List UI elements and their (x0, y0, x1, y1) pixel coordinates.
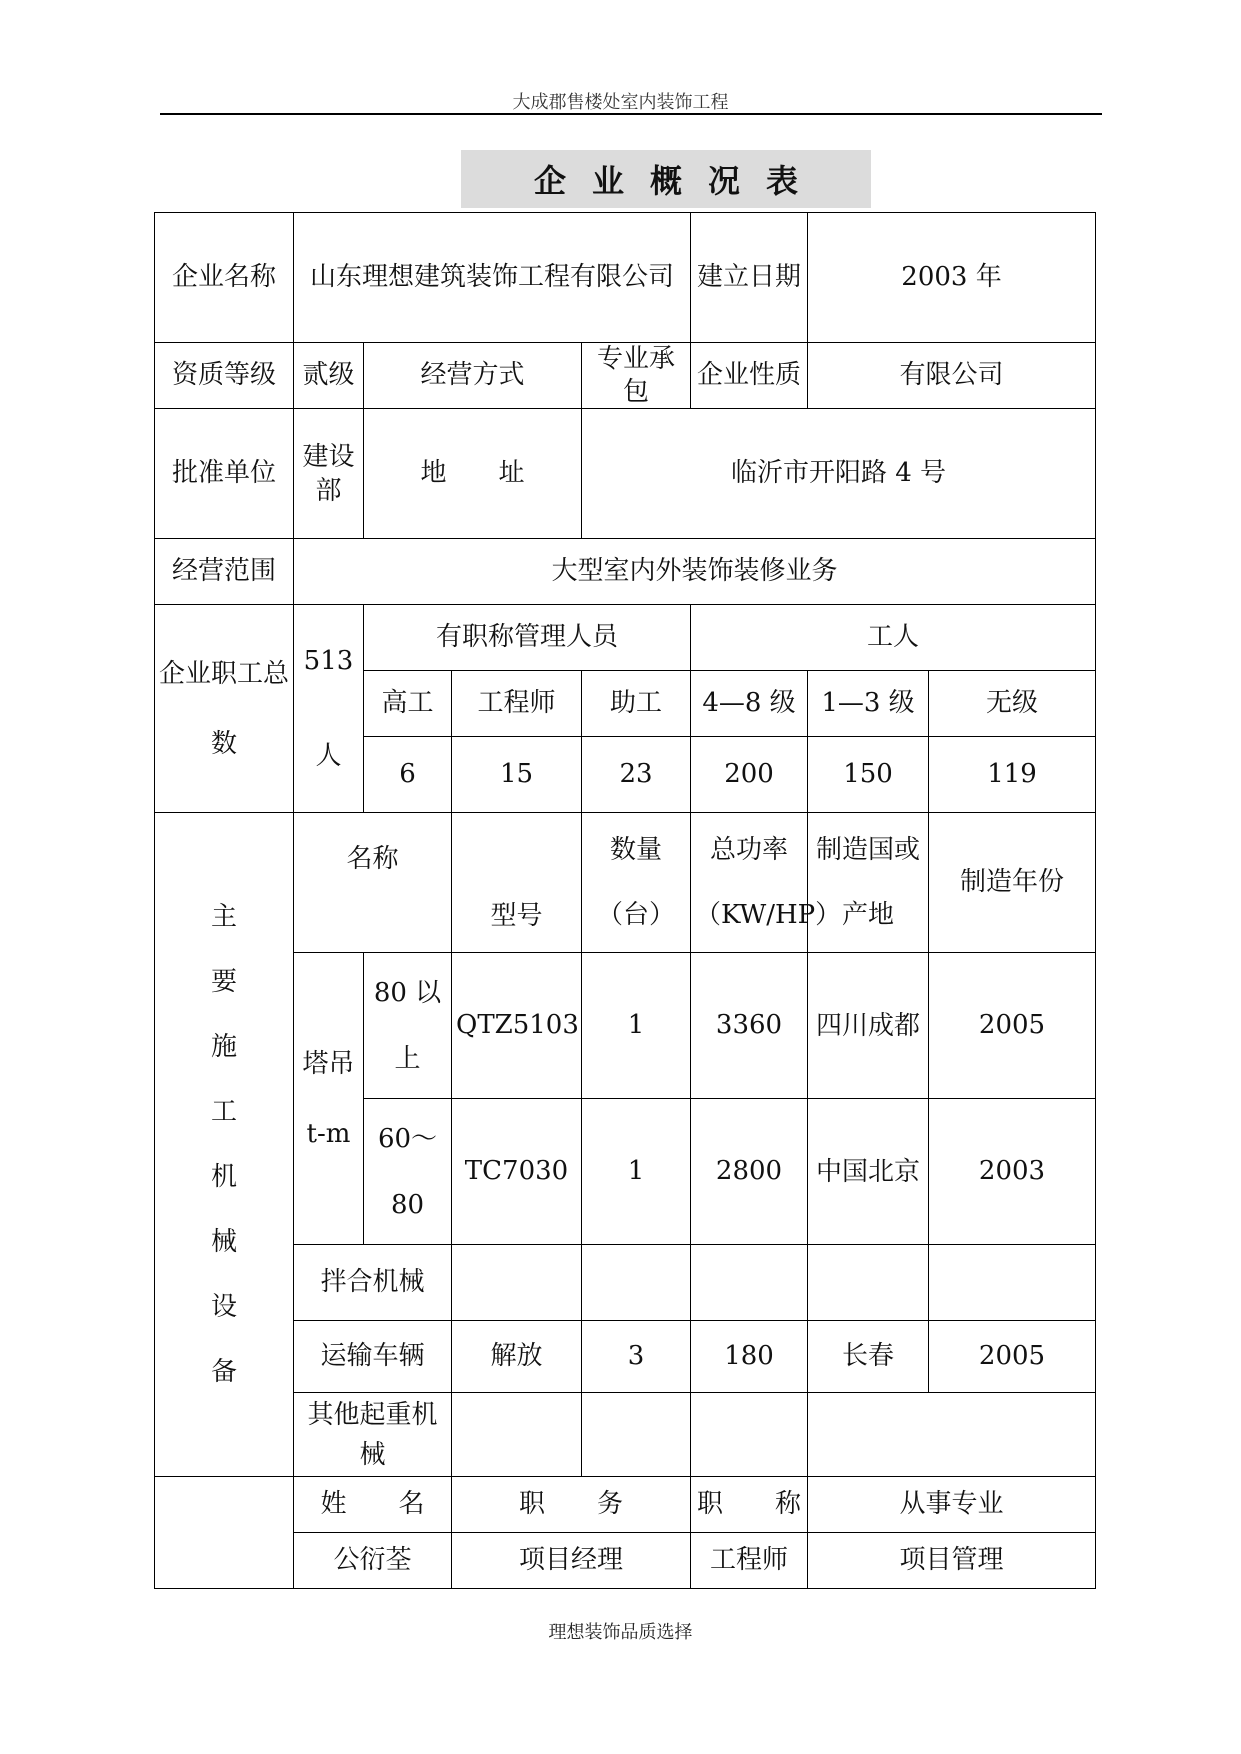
personnel-header-title: 职 称 (691, 1477, 808, 1533)
staff-count-ungraded: 119 (929, 737, 1096, 813)
crane-year-1: 2005 (929, 953, 1096, 1099)
page-header: 大成郡售楼处室内装饰工程 (512, 92, 729, 113)
crane-origin-2: 中国北京 (808, 1099, 929, 1245)
other-lifting-qty (582, 1393, 691, 1477)
qualification-label: 资质等级 (155, 343, 294, 409)
personnel-major: 项目管理 (808, 1533, 1096, 1589)
other-lifting-label: 其他起重机械 (294, 1393, 452, 1477)
staff-count-grade-1-3: 150 (808, 737, 929, 813)
enterprise-nature-label: 企业性质 (691, 343, 808, 409)
crane-power-2: 2800 (691, 1099, 808, 1245)
personnel-section-label (155, 1477, 294, 1589)
equipment-section-label: 主要施工机械设备 (155, 813, 294, 1477)
founding-date-value: 2003 年 (808, 213, 1096, 343)
crane-origin-1: 四川成都 (808, 953, 929, 1099)
staff-total-value: 513 人 (294, 605, 364, 813)
staff-header-ungraded: 无级 (929, 671, 1096, 737)
staff-total-label: 企业职工总数 (155, 605, 294, 813)
staff-header-assistant: 助工 (582, 671, 691, 737)
truck-origin: 长春 (808, 1321, 929, 1393)
approval-unit-label: 批准单位 (155, 409, 294, 539)
founding-date-label: 建立日期 (691, 213, 808, 343)
mixer-year (929, 1245, 1096, 1321)
approval-unit-value: 建设部 (294, 409, 364, 539)
business-scope-value: 大型室内外装饰装修业务 (294, 539, 1096, 605)
truck-year: 2005 (929, 1321, 1096, 1393)
mixer-model (452, 1245, 582, 1321)
mixer-power (691, 1245, 808, 1321)
address-label: 地 址 (364, 409, 582, 539)
crane-qty-1: 1 (582, 953, 691, 1099)
qualification-value: 贰级 (294, 343, 364, 409)
equipment-header-power: 总功率（KW/HP） (691, 813, 808, 953)
workers-group-label: 工人 (691, 605, 1096, 671)
enterprise-nature-value: 有限公司 (808, 343, 1096, 409)
operation-mode-label: 经营方式 (364, 343, 582, 409)
equipment-header-origin: 制造国或产地 (808, 813, 929, 953)
staff-count-engineer: 15 (452, 737, 582, 813)
crane-power-1: 3360 (691, 953, 808, 1099)
truck-model: 解放 (452, 1321, 582, 1393)
staff-header-engineer: 工程师 (452, 671, 582, 737)
personnel-name: 公衍荃 (294, 1533, 452, 1589)
crane-model-1: QTZ5103 (452, 953, 582, 1099)
equipment-header-quantity: 数量（台） (582, 813, 691, 953)
crane-spec-2: 60～80 (364, 1099, 452, 1245)
staff-count-grade-4-8: 200 (691, 737, 808, 813)
equipment-header-model: 型号 (452, 813, 582, 953)
personnel-position: 项目经理 (452, 1533, 691, 1589)
staff-header-senior-engineer: 高工 (364, 671, 452, 737)
personnel-header-major: 从事专业 (808, 1477, 1096, 1533)
managers-group-label: 有职称管理人员 (364, 605, 691, 671)
equipment-header-name: 名称 (294, 813, 452, 953)
other-lifting-power (691, 1393, 808, 1477)
page-footer: 理想装饰品质选择 (548, 1622, 693, 1643)
address-value: 临沂市开阳路 4 号 (582, 409, 1096, 539)
company-name-value: 山东理想建筑装饰工程有限公司 (294, 213, 691, 343)
document-title (461, 150, 871, 208)
operation-mode-value: 专业承包 (582, 343, 691, 409)
crane-spec-1: 80 以上 (364, 953, 452, 1099)
truck-qty: 3 (582, 1321, 691, 1393)
truck-label: 运输车辆 (294, 1321, 452, 1393)
tower-crane-label: 塔吊 t-m (294, 953, 364, 1245)
business-scope-label: 经营范围 (155, 539, 294, 605)
company-name-label: 企业名称 (155, 213, 294, 343)
personnel-header-position: 职 务 (452, 1477, 691, 1533)
staff-count-assistant: 23 (582, 737, 691, 813)
other-lifting-model (452, 1393, 582, 1477)
mixer-qty (582, 1245, 691, 1321)
staff-header-grade-4-8: 4—8 级 (691, 671, 808, 737)
document-title-text: 企业概况表 (533, 162, 824, 200)
mixer-label: 拌合机械 (294, 1245, 452, 1321)
crane-qty-2: 1 (582, 1099, 691, 1245)
header-rule (160, 113, 1102, 115)
crane-model-2: TC7030 (452, 1099, 582, 1245)
truck-power: 180 (691, 1321, 808, 1393)
personnel-title: 工程师 (691, 1533, 808, 1589)
staff-header-grade-1-3: 1—3 级 (808, 671, 929, 737)
crane-year-2: 2003 (929, 1099, 1096, 1245)
equipment-header-year: 制造年份 (929, 813, 1096, 953)
company-profile-table (154, 212, 1096, 1589)
other-lifting-origin (808, 1393, 1096, 1477)
staff-count-senior-engineer: 6 (364, 737, 452, 813)
mixer-origin (808, 1245, 929, 1321)
personnel-header-name: 姓 名 (294, 1477, 452, 1533)
